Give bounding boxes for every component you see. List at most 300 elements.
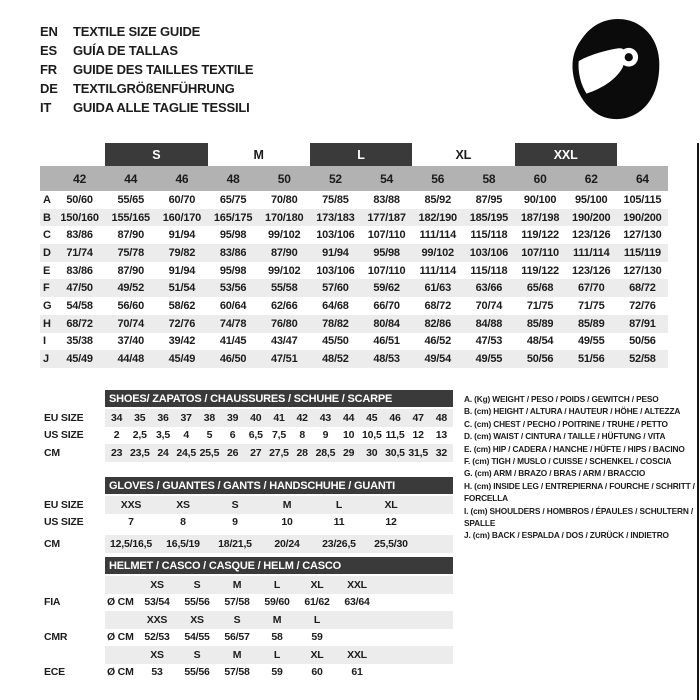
language-label: GUIDE DES TAILLES TEXTILE <box>73 62 254 77</box>
shoes-value: 45 <box>366 411 378 424</box>
size-value: 63/66 <box>475 282 503 295</box>
helmet-value: 54/55 <box>184 631 210 644</box>
size-value: 87/90 <box>270 246 298 259</box>
gloves-value: 10 <box>281 516 293 529</box>
gloves-value: 12 <box>385 516 397 529</box>
gloves-value: L <box>335 498 343 511</box>
size-value: 48/54 <box>526 335 554 348</box>
helmet-label-spacer <box>44 611 105 629</box>
shoes-value: 5 <box>206 429 213 442</box>
shoes-value: 28 <box>296 446 308 459</box>
size-value: 111/114 <box>572 246 610 259</box>
gloves-value: XXS <box>120 498 142 511</box>
shoes-value: 27 <box>250 446 262 459</box>
helmet-size: XXL <box>347 578 367 591</box>
helmet-value: 59/60 <box>264 596 290 609</box>
size-column-42: 42 <box>73 171 87 186</box>
shoes-value: 43 <box>319 411 332 424</box>
helmet-size: XS <box>150 648 164 661</box>
shoes-row-label: CM <box>44 446 60 459</box>
measure-row-a <box>40 191 668 209</box>
gloves-value: 23/26,5 <box>322 537 356 550</box>
size-value: 119/122 <box>521 264 559 277</box>
size-value: 107/110 <box>367 264 406 277</box>
helmet-size: M <box>232 648 242 661</box>
shoes-value: 23 <box>110 446 123 459</box>
gloves-value: 9 <box>232 516 238 529</box>
size-value: 58/62 <box>168 299 196 312</box>
shoes-value: 24,5 <box>176 446 197 459</box>
size-value: 49/55 <box>475 353 503 366</box>
size-value: 119/122 <box>521 229 559 242</box>
size-value: 99/102 <box>421 246 454 259</box>
shoes-value: 41 <box>273 411 285 424</box>
gloves-band <box>105 477 453 553</box>
language-item <box>40 60 253 79</box>
language-code: ES <box>40 43 57 58</box>
size-value: 47/53 <box>475 335 503 348</box>
group-spacer <box>617 143 668 166</box>
gloves-row-label: US SIZE <box>44 516 84 529</box>
size-value: 185/195 <box>469 211 509 224</box>
size-value: 50/56 <box>526 353 554 366</box>
helmet-size: XXS <box>146 613 168 626</box>
size-value: 65/68 <box>526 282 554 295</box>
measure-row-i <box>40 333 668 351</box>
size-value: 182/190 <box>418 211 457 224</box>
gloves-value: 12,5/16,5 <box>110 537 152 550</box>
helmet-value: 58 <box>271 631 283 644</box>
size-value: 72/76 <box>629 299 656 312</box>
size-value: 155/165 <box>111 211 150 224</box>
size-value: 187/198 <box>520 211 560 224</box>
shoes-value: 27,5 <box>269 446 289 459</box>
size-columns-row <box>40 166 668 191</box>
size-value: 68/72 <box>66 317 93 330</box>
helmet-value: 57/58 <box>224 596 250 609</box>
size-value: 95/100 <box>575 193 608 206</box>
shoes-value: 28,5 <box>315 446 336 459</box>
gloves-value: 8 <box>180 516 186 529</box>
size-value: 72/76 <box>168 317 196 330</box>
shoes-value: 48 <box>435 411 448 424</box>
measure-row-f <box>40 279 668 297</box>
size-column-46: 46 <box>175 171 189 186</box>
shoes-value: 6 <box>229 429 236 442</box>
gloves-value: 25,5/30 <box>374 537 408 550</box>
size-value: 150/160 <box>60 211 99 224</box>
size-value: 79/82 <box>168 246 196 259</box>
helmet-size: M <box>272 613 282 626</box>
gloves-row <box>105 514 453 532</box>
size-value: 60/70 <box>168 193 196 206</box>
size-value: 84/88 <box>475 317 503 330</box>
helmet-standard-label: CMR <box>44 631 68 644</box>
helmet-size: S <box>193 648 201 661</box>
helmet-size: M <box>232 578 242 591</box>
size-value: 85/89 <box>526 317 554 330</box>
language-code: IT <box>40 100 52 115</box>
helmet-value: 60 <box>311 666 323 679</box>
group-spacer <box>40 143 105 166</box>
textile-size-rows <box>40 191 668 368</box>
shoes-value: 25,5 <box>199 446 220 459</box>
size-value: 45/50 <box>322 335 349 348</box>
measure-row-j <box>40 350 668 368</box>
size-value: 123/126 <box>572 264 611 277</box>
measure-row-label: H <box>43 317 51 330</box>
size-group-s: S <box>105 143 207 166</box>
language-code: DE <box>40 81 58 96</box>
helmet-size: XL <box>310 578 324 591</box>
shoes-value: 37 <box>180 411 192 424</box>
legend-item: J. (cm) BACK / ESPALDA / DOS / ZURÜCK / INDIETRO <box>464 530 669 541</box>
size-value: 46/52 <box>424 335 451 348</box>
shoes-value: 34 <box>110 411 123 424</box>
size-value: 60/64 <box>219 299 247 312</box>
gloves-value: 20/24 <box>274 537 300 550</box>
size-value: 50/56 <box>629 335 656 348</box>
gloves-row-label: CM <box>44 537 60 550</box>
gloves-value: XL <box>384 498 398 511</box>
helmet-value: 53 <box>151 666 163 679</box>
helmet-value: 52/53 <box>144 631 170 644</box>
legend-item: A. (Kg) WEIGHT / PESO / POIDS / GEWITCH / PESO <box>464 394 659 404</box>
size-value: 44/48 <box>117 353 144 366</box>
size-value: 41/45 <box>219 335 247 348</box>
section-label-spacer <box>44 477 105 496</box>
section-label-spacer <box>44 390 105 409</box>
shoes-section-title: SHOES/ ZAPATOS / CHAUSSURES / SCHUHE / SCARPE <box>105 390 453 407</box>
size-value: 70/80 <box>270 193 298 206</box>
helmet-size: S <box>193 578 201 591</box>
size-value: 190/200 <box>572 211 611 224</box>
size-group-l: L <box>310 143 412 166</box>
size-value: 105/115 <box>623 193 662 206</box>
size-value: 68/72 <box>424 299 451 312</box>
helmet-size: L <box>273 578 281 591</box>
size-value: 50/60 <box>66 193 93 206</box>
racing-helmet-icon <box>566 16 666 124</box>
measure-row-c <box>40 226 668 244</box>
size-value: 47/50 <box>66 282 93 295</box>
size-value: 70/74 <box>475 299 503 312</box>
gloves-row-label: EU SIZE <box>44 498 84 511</box>
size-group-m: M <box>253 147 264 162</box>
size-value: 47/51 <box>270 353 298 366</box>
size-value: 85/89 <box>577 317 605 330</box>
helmet-standard-label: FIA <box>44 596 61 609</box>
size-value: 177/187 <box>367 211 406 224</box>
size-value: 49/52 <box>117 282 144 295</box>
shoes-section <box>44 390 453 462</box>
measure-row-label: A <box>43 193 51 206</box>
shoes-value: 47 <box>412 411 424 424</box>
size-column-52: 52 <box>328 171 342 186</box>
size-value: 85/92 <box>424 193 451 206</box>
shoes-value: 13 <box>435 429 448 442</box>
language-label: TEXTILE SIZE GUIDE <box>73 24 201 39</box>
legend-item: E. (cm) HIP / CADERA / HANCHE / HÜFTE / HIPS / BACINO <box>464 443 685 454</box>
size-value: 111/114 <box>419 229 457 242</box>
size-value: 83/88 <box>373 193 400 206</box>
shoes-row-label: EU SIZE <box>44 411 84 424</box>
language-item <box>40 22 253 41</box>
measure-row-h <box>40 315 668 333</box>
gloves-value: 16,5/19 <box>166 537 200 550</box>
helmet-values-row <box>105 594 453 612</box>
shoes-value: 46 <box>389 411 401 424</box>
size-value: 115/119 <box>623 246 661 259</box>
shoes-value: 39 <box>226 411 239 424</box>
size-value: 103/106 <box>316 229 355 242</box>
size-value: 74/78 <box>219 317 247 330</box>
size-value: 91/94 <box>168 229 196 242</box>
measure-row-label: G <box>43 299 52 312</box>
size-value: 59/62 <box>373 282 400 295</box>
size-value: 65/75 <box>219 193 247 206</box>
gloves-value: 11 <box>333 516 345 529</box>
measure-row-e <box>40 262 668 280</box>
gloves-section-title: GLOVES / GUANTES / GANTS / HANDSCHUHE / GUANTI <box>105 477 453 494</box>
helmet-section-title: HELMET / CASCO / CASQUE / HELM / CASCO <box>105 557 453 574</box>
shoes-value: 7,5 <box>271 429 286 442</box>
helmet-value: 59 <box>311 631 323 644</box>
size-value: 91/94 <box>322 246 349 259</box>
gloves-row-labels <box>44 477 105 553</box>
shoes-row-label: US SIZE <box>44 429 84 442</box>
diameter-unit: Ø CM <box>107 596 134 609</box>
language-label: GUÍA DE TALLAS <box>73 43 178 58</box>
size-column-56: 56 <box>431 171 445 186</box>
measurement-legend <box>464 393 695 542</box>
size-column-64: 64 <box>635 171 649 186</box>
shoes-value: 38 <box>203 411 216 424</box>
right-border-line <box>697 143 699 700</box>
gloves-row <box>105 535 453 553</box>
shoes-value: 40 <box>250 411 262 424</box>
helmet-size: XS <box>190 613 204 626</box>
language-label: GUIDA ALLE TAGLIE TESSILI <box>73 100 250 115</box>
helmet-size: XL <box>310 648 324 661</box>
shoes-value: 10,5 <box>361 429 382 442</box>
shoes-value: 31,5 <box>408 446 429 459</box>
shoes-value: 6,5 <box>248 429 263 442</box>
size-value: 95/98 <box>219 229 247 242</box>
language-code: EN <box>40 24 58 39</box>
measure-row-label: E <box>43 264 51 277</box>
size-column-62: 62 <box>584 171 598 186</box>
shoes-value: 26 <box>226 446 239 459</box>
shoes-value: 36 <box>157 411 169 424</box>
shoes-value: 24 <box>157 446 169 459</box>
size-value: 95/98 <box>373 246 400 259</box>
measure-row-label: D <box>43 246 51 259</box>
section-label-spacer <box>44 557 105 576</box>
shoes-value: 44 <box>342 411 355 424</box>
size-value: 107/110 <box>367 229 406 242</box>
measure-row-label: I <box>43 335 46 348</box>
size-value: 68/72 <box>629 282 656 295</box>
size-value: 123/126 <box>572 229 611 242</box>
helmet-sizes-row <box>105 576 453 594</box>
size-value: 87/95 <box>475 193 503 206</box>
helmet-band <box>105 557 453 681</box>
legend-item: I. (cm) SHOULDERS / HOMBROS / ÉPAULES / SCHULTERN / SPALLE <box>464 505 693 529</box>
size-value: 49/55 <box>577 335 605 348</box>
helmet-row-labels <box>44 557 105 681</box>
size-value: 48/53 <box>373 353 400 366</box>
shoes-value: 8 <box>299 429 306 442</box>
shoes-value: 32 <box>435 446 448 459</box>
size-group-header-row <box>40 143 668 166</box>
legend-item: D. (cm) WAIST / CINTURA / TAILLE / HÜFTUNG / VITA <box>464 431 666 442</box>
shoes-row <box>105 409 453 427</box>
shoes-value: 30,5 <box>385 446 405 459</box>
size-value: 83/86 <box>66 264 93 277</box>
legend-item: B. (cm) HEIGHT / ALTURA / HAUTEUR / HÖHE / ALTEZZA <box>464 406 681 417</box>
size-value: 45/49 <box>66 353 93 366</box>
size-value: 43/47 <box>270 335 298 348</box>
helmet-value: 61 <box>351 666 363 679</box>
size-value: 55/58 <box>270 282 298 295</box>
measure-row-label: B <box>43 211 51 224</box>
legend-item: G. (cm) ARM / BRAZO / BRAS / ARM / BRACCIO <box>464 468 646 479</box>
size-value: 99/102 <box>268 229 301 242</box>
size-value: 75/78 <box>117 246 144 259</box>
measure-row-label: F <box>43 282 50 295</box>
shoes-value: 11,5 <box>385 429 405 442</box>
size-value: 76/80 <box>270 317 298 330</box>
size-value: 87/91 <box>629 317 656 330</box>
size-value: 46/51 <box>373 335 400 348</box>
measure-row-g <box>40 297 668 315</box>
size-value: 115/118 <box>470 229 508 242</box>
gloves-section <box>44 477 453 553</box>
helmet-rows <box>105 576 453 681</box>
size-value: 55/65 <box>117 193 144 206</box>
size-value: 56/60 <box>117 299 144 312</box>
size-value: 95/98 <box>219 264 247 277</box>
size-value: 91/94 <box>168 264 196 277</box>
racing-helmet-graphic <box>566 16 666 124</box>
shoes-value: 42 <box>296 411 308 424</box>
size-column-50: 50 <box>277 171 291 186</box>
size-column-58: 58 <box>482 171 496 186</box>
textile-size-table <box>40 143 668 368</box>
size-value: 57/60 <box>322 282 349 295</box>
measure-row-b <box>40 209 668 227</box>
language-item <box>40 79 253 98</box>
helmet-sizes-row <box>105 611 453 629</box>
helmet-sizes-row <box>105 646 453 664</box>
size-value: 53/56 <box>219 282 247 295</box>
size-value: 54/58 <box>66 299 93 312</box>
size-value: 52/58 <box>629 353 656 366</box>
size-column-44: 44 <box>124 171 138 186</box>
helmet-value: 57/58 <box>224 666 250 679</box>
size-value: 165/175 <box>213 211 253 224</box>
size-value: 87/90 <box>117 264 144 277</box>
helmet-value: 53/54 <box>144 596 170 609</box>
size-column-60: 60 <box>533 171 547 186</box>
gloves-value: M <box>282 498 292 511</box>
language-code: FR <box>40 62 57 77</box>
helmet-size: L <box>273 648 281 661</box>
row-label-spacer <box>40 166 54 191</box>
size-value: 45/49 <box>168 353 196 366</box>
shoes-value: 30 <box>366 446 378 459</box>
size-value: 80/84 <box>373 317 400 330</box>
language-item <box>40 98 253 117</box>
shoes-value: 2 <box>113 429 120 442</box>
language-item <box>40 41 253 60</box>
shoes-value: 35 <box>134 411 146 424</box>
size-group-xl: XL <box>455 147 472 162</box>
helmet-values-row <box>105 629 453 647</box>
language-label: TEXTILGRÖßENFÜHRUNG <box>73 81 235 96</box>
legend-item: H. (cm) INSIDE LEG / ENTREPIERNA / FOURCHE / SCHRITT / FORCELLA <box>464 480 695 504</box>
shoes-value: 4 <box>183 429 190 442</box>
size-value: 71/74 <box>66 246 93 259</box>
size-value: 51/54 <box>168 282 196 295</box>
shoes-value: 23,5 <box>129 446 150 459</box>
size-value: 66/70 <box>373 299 400 312</box>
size-value: 115/118 <box>470 264 508 277</box>
size-value: 46/50 <box>219 353 247 366</box>
size-value: 35/38 <box>66 335 93 348</box>
size-value: 111/114 <box>419 264 457 277</box>
visor-pivot-inner <box>625 53 633 61</box>
legend-item: F. (cm) TIGH / MUSLO / CUISSE / SCHENKEL / COSCIA <box>464 456 672 467</box>
size-value: 75/85 <box>322 193 349 206</box>
helmet-value: 55/56 <box>184 666 210 679</box>
size-value: 78/82 <box>322 317 349 330</box>
shoes-row <box>105 427 453 445</box>
size-column-54: 54 <box>380 171 394 186</box>
size-value: 87/90 <box>117 229 144 242</box>
shoes-value: 10 <box>342 429 355 442</box>
gloves-rows <box>105 496 453 553</box>
size-group-xxl: XXL <box>515 143 617 166</box>
size-value: 51/56 <box>577 353 605 366</box>
helmet-size: S <box>233 613 241 626</box>
gloves-value: S <box>231 498 239 511</box>
size-value: 127/130 <box>623 264 662 277</box>
size-value: 99/102 <box>268 264 301 277</box>
measure-row-d <box>40 244 668 262</box>
size-value: 64/68 <box>322 299 349 312</box>
size-value: 71/75 <box>526 299 554 312</box>
shoes-rows <box>105 409 453 462</box>
size-value: 49/54 <box>424 353 451 366</box>
size-value: 107/110 <box>521 246 559 259</box>
size-value: 62/66 <box>270 299 298 312</box>
size-value: 37/40 <box>117 335 144 348</box>
size-value: 173/183 <box>316 211 355 224</box>
shoes-row <box>105 444 453 462</box>
size-value: 67/70 <box>577 282 605 295</box>
shoes-value: 3,5 <box>155 429 170 442</box>
size-value: 190/200 <box>623 211 662 224</box>
gloves-value: 18/21,5 <box>218 537 252 550</box>
size-value: 71/75 <box>577 299 605 312</box>
size-value: 103/106 <box>316 264 355 277</box>
size-value: 48/52 <box>322 353 349 366</box>
helmet-value: 56/57 <box>224 631 250 644</box>
legend-item: C. (cm) CHEST / PECHO / POITRINE / TRUHE / PETTO <box>464 418 668 429</box>
helmet-size: XS <box>150 578 164 591</box>
